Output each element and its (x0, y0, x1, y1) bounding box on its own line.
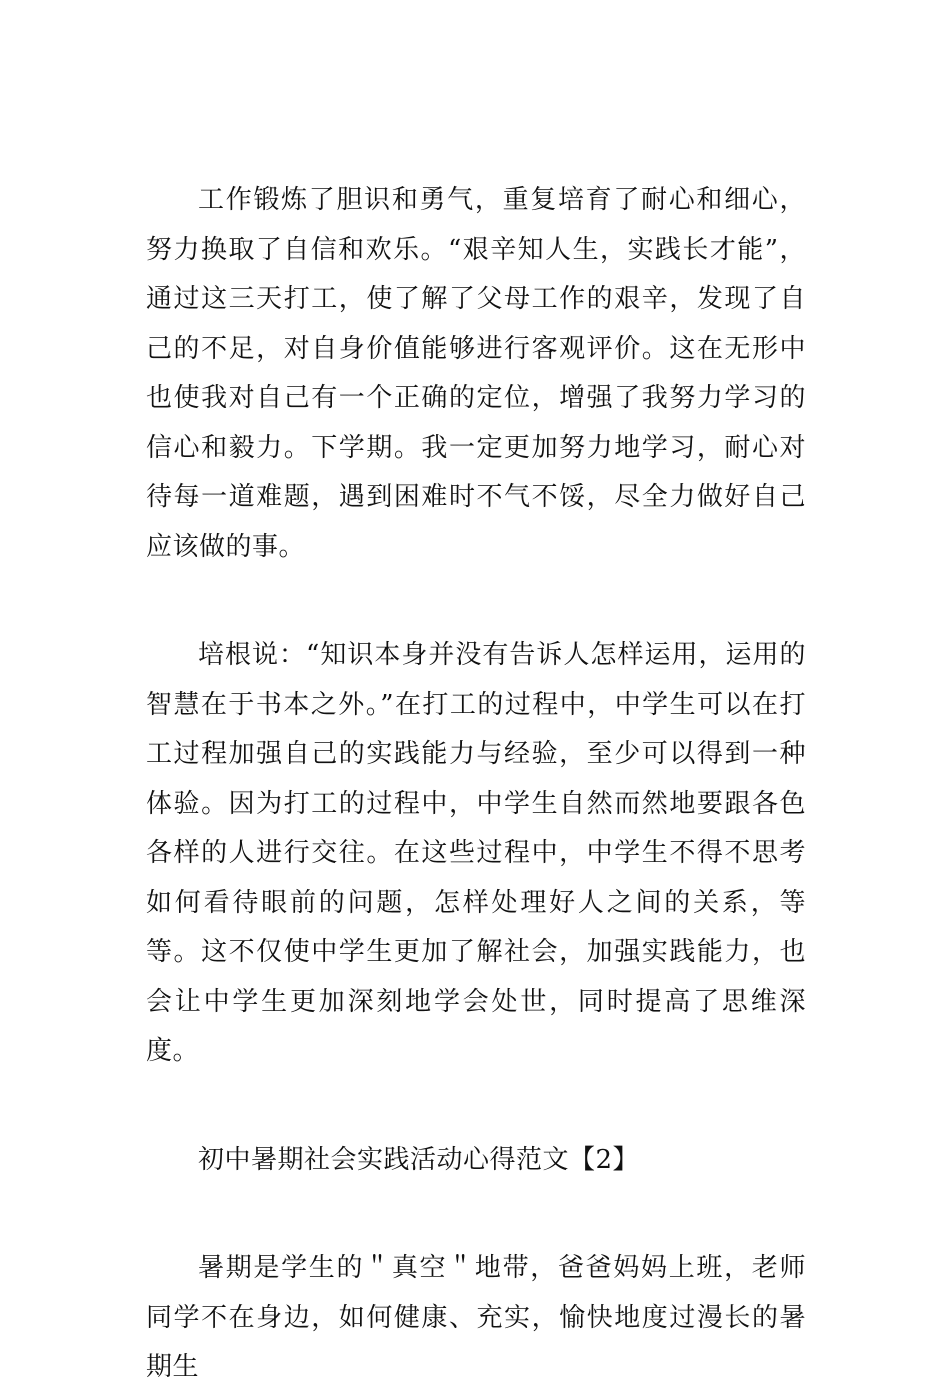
document-body (146, 176, 806, 1393)
paragraph-3: 暑期是学生的＂真空＂地带，爸爸妈妈上班，老师同学不在身边，如何健康、充实，愉快地度过漫长的暑期生 (146, 1253, 806, 1382)
paragraph-gap (146, 572, 806, 631)
paragraph-1: 工作锻炼了胆识和勇气，重复培育了耐心和细心，努力换取了自信和欢乐。“艰辛知人生，实践长才能”，通过这三天打工，使了解了父母工作的艰辛，发现了自己的不足，对自身价值能够进行客观评价。这在无形中也使我对自己有一个正确的定位，增强了我努力学习的信心和毅力。下学期。我一定更加努力地学习，耐心对待每一道难题，遇到困难时不气不馁，尽全力做好自己应该做的事。 (146, 185, 806, 562)
paragraph-2: 培根说：“知识本身并没有告诉人怎样运用，运用的智慧在于书本之外。”在打工的过程中，中学生可以在打工过程加强自己的实践能力与经验，至少可以得到一种体验。因为打工的过程中，中学生自然而然地要跟各色各样的人进行交往。在这些过程中，中学生不得不思考如何看待眼前的问题，怎样处理好人之间的关系，等等。这不仅使中学生更加了解社会，加强实践能力，也会让中学生更加深刻地学会处世，同时提高了思维深度。 (146, 640, 806, 1066)
section-heading: 初中暑期社会实践活动心得范文【2】 (198, 1144, 640, 1175)
paragraph-gap (146, 1185, 806, 1244)
paragraph-gap (146, 1077, 806, 1136)
